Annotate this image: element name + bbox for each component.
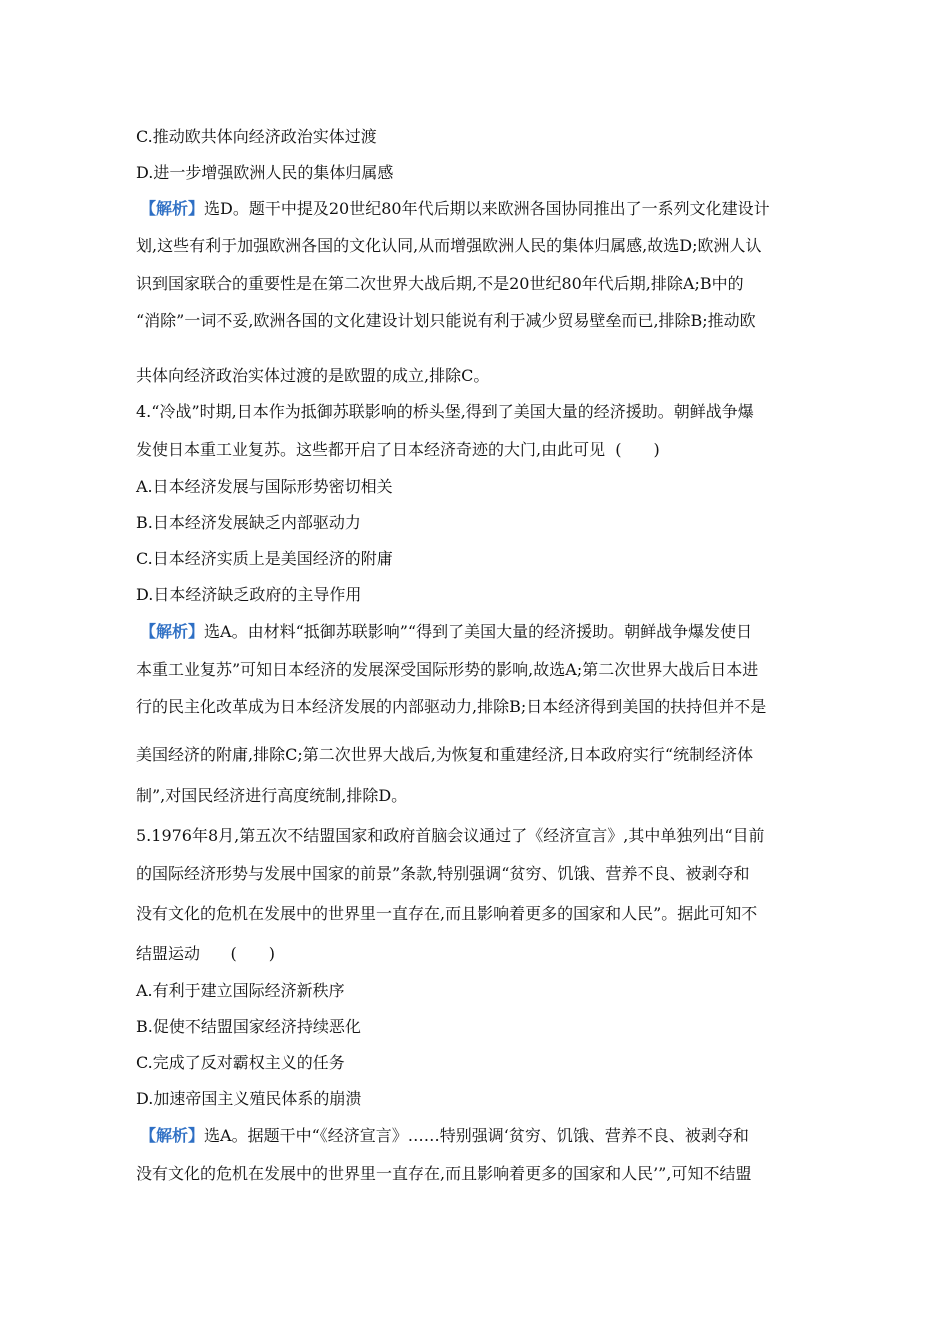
q5-option-b: B.促使不结盟国家经济持续恶化 xyxy=(136,1017,361,1036)
q5-analysis-line xyxy=(140,1126,820,1146)
q4-stem-line: 4.“冷战”时期,日本作为抵御苏联影响的桥头堡,得到了美国大量的经济援助。朝鲜战争爆 xyxy=(136,402,754,421)
answer-blank: ( ) xyxy=(615,440,660,459)
analysis-tag: 【解析】 xyxy=(140,622,205,641)
q3-analysis-line xyxy=(140,199,820,219)
q5-stem-line: 的国际经济形势与发展中国家的前景”条款,特别强调“贫穷、饥饿、营养不良、被剥夺和 xyxy=(136,864,750,883)
analysis-text: 选D。题干中提及20世纪80年代后期以来欧洲各国协同推出了一系列文化建设计 xyxy=(204,199,770,218)
q3-analysis-line: 识到国家联合的重要性是在第二次世界大战后期,不是20世纪80年代后期,排除A;B中的 xyxy=(136,274,744,293)
q4-analysis-line: 本重工业复苏”可知日本经济的发展深受国际形势的影响,故选A;第二次世界大战后日本进 xyxy=(136,660,759,679)
q3-option-d: D.进一步增强欧洲人民的集体归属感 xyxy=(136,163,394,182)
q3-analysis-line: 划,这些有利于加强欧洲各国的文化认同,从而增强欧洲人民的集体归属感,故选D;欧洲人认 xyxy=(136,236,762,255)
q4-stem-text: 发使日本重工业复苏。这些都开启了日本经济奇迹的大门,由此可见 xyxy=(136,440,606,459)
q4-option-a: A.日本经济发展与国际形势密切相关 xyxy=(136,477,393,496)
q3-analysis-line: 共体向经济政治实体过渡的是欧盟的成立,排除C。 xyxy=(136,366,490,385)
q4-option-c: C.日本经济实质上是美国经济的附庸 xyxy=(136,549,393,568)
q5-option-a: A.有利于建立国际经济新秩序 xyxy=(136,981,345,1000)
q4-analysis-line xyxy=(140,622,820,642)
answer-blank: ( ) xyxy=(230,944,276,963)
q4-analysis-line: 行的民主化改革成为日本经济发展的内部驱动力,排除B;日本经济得到美国的扶持但并不是 xyxy=(136,697,767,716)
q5-option-d: D.加速帝国主义殖民体系的崩溃 xyxy=(136,1089,362,1108)
q4-option-d: D.日本经济缺乏政府的主导作用 xyxy=(136,585,362,604)
q4-stem-line xyxy=(136,440,816,460)
q5-stem-line xyxy=(136,944,816,964)
q5-stem-line: 5.1976年8月,第五次不结盟国家和政府首脑会议通过了《经济宣言》,其中单独列出“目前 xyxy=(136,826,765,845)
q5-analysis-line: 没有文化的危机在发展中的世界里一直存在,而且影响着更多的国家和人民’”,可知不结盟 xyxy=(136,1164,752,1183)
analysis-text: 选A。据题干中“《经济宣言》……特别强调‘贫穷、饥饿、营养不良、被剥夺和 xyxy=(204,1126,749,1145)
q4-option-b: B.日本经济发展缺乏内部驱动力 xyxy=(136,513,361,532)
q5-stem-line: 没有文化的危机在发展中的世界里一直存在,而且影响着更多的国家和人民”。据此可知不 xyxy=(136,904,758,923)
q4-analysis-line: 制”,对国民经济进行高度统制,排除D。 xyxy=(136,786,408,805)
q3-option-c: C.推动欧共体向经济政治实体过渡 xyxy=(136,127,377,146)
analysis-tag: 【解析】 xyxy=(140,199,205,218)
q5-stem-text: 结盟运动 xyxy=(136,944,201,963)
analysis-tag: 【解析】 xyxy=(140,1126,205,1145)
q4-analysis-line: 美国经济的附庸,排除C;第二次世界大战后,为恢复和重建经济,日本政府实行“统制经济体 xyxy=(136,745,754,764)
q5-option-c: C.完成了反对霸权主义的任务 xyxy=(136,1053,345,1072)
q3-analysis-line: “消除”一词不妥,欧洲各国的文化建设计划只能说有利于减少贸易壁垒而已,排除B;推动欧 xyxy=(136,311,756,330)
analysis-text: 选A。由材料“抵御苏联影响”“得到了美国大量的经济援助。朝鲜战争爆发使日 xyxy=(204,622,753,641)
